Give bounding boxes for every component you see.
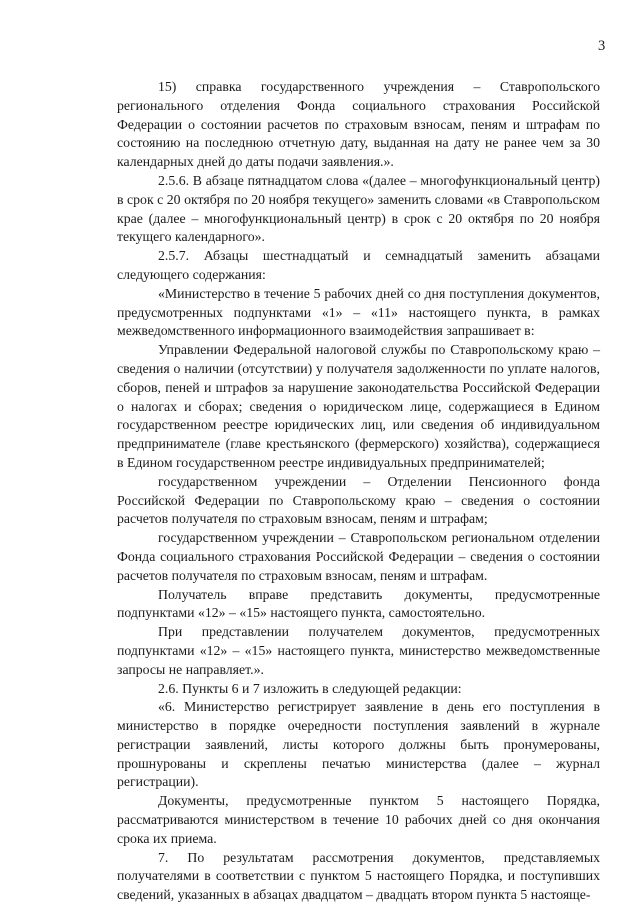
paragraph: Управлении Федеральной налоговой службы по Ставропольскому краю – сведения о наличии (отсутствии) у получателя задолженности по уплате налогов, сборов, пеней и штрафов за нарушение законодательства Российской Федерации о налогах и сборах; сведения о юридическом лице, содержащиеся в Едином государственном реестре юридических лиц, или сведения об индивидуальном предпринимателе (главе крестьянского (фермерского) хозяйства), содержащиеся в Едином государственном реестре индивидуальных предпринимателей; (117, 342, 600, 470)
paragraph: 2.6. Пункты 6 и 7 изложить в следующей редакции: (158, 680, 462, 696)
paragraph: государственном учреждении – Ставропольском региональном отделении Фонда социального страхования Российской Федерации – сведения о состоянии расчетов получателя по страховым взносам, пеням и штрафам. (117, 530, 600, 583)
paragraph: 15) справка государственного учреждения – Ставропольского регионального отделения Фонда социального страхования Российской Федерации о состоянии расчетов по страховым взносам, пеням и штрафам по состоянию на последнюю отчетную дату, выданная на дату не ранее чем за 30 календарных дней до даты подачи заявления.». (117, 79, 600, 170)
paragraph: Документы, предусмотренные пунктом 5 настоящего Порядка, рассматриваются министерством в течение 10 рабочих дней со дня окончания срока их приема. (117, 793, 600, 846)
paragraph: При представлении получателем документов, предусмотренных подпунктами «12» – «15» настоящего пункта, министерство межведомственные запросы не направляет.». (117, 624, 600, 677)
paragraph: государственном учреждении – Отделении Пенсионного фонда Российской Федерации по Ставропольскому краю – сведения о состоянии расчетов получателя по страховым взносам, пеням и штрафам; (117, 473, 600, 527)
paragraph: «6. Министерство регистрирует заявление в день его поступления в министерство в порядке очередности поступления заявлений в журнале регистрации заявлений, листы которого должны быть пронумерованы, прошнурованы и скреплены печатью министерства (далее – журнал регистрации). (117, 699, 600, 790)
paragraph: 2.5.7. Абзацы шестнадцатый и семнадцатый заменить абзацами следующего содержания: (117, 248, 600, 282)
paragraph: «Министерство в течение 5 рабочих дней со дня поступления документов, предусмотренных подпунктами «1» – «11» настоящего пункта, в рамках межведомственного информационного взаимодействия запрашивает в: (117, 285, 600, 339)
document-body (117, 78, 600, 905)
page-number: 3 (598, 38, 606, 54)
paragraph: Получатель вправе представить документы, предусмотренные подпунктами «12» – «15» настоящего пункта, самостоятельно. (117, 586, 600, 621)
paragraph: 2.5.6. В абзаце пятнадцатом слова «(далее – многофункциональный центр) в срок с 20 октября по 20 ноября текущего» заменить словами «в Ставропольском крае (далее – многофункциональный центр) в срок с 20 октября по 20 ноября текущего календарного». (117, 172, 600, 245)
paragraph: 7. По результатам рассмотрения документов, представляемых получателями в соответствии с пунктом 5 настоящего Порядка, и поступивших сведений, указанных в абзацах двадцатом – двадцать втором пункта 5 настояще- (117, 849, 600, 903)
